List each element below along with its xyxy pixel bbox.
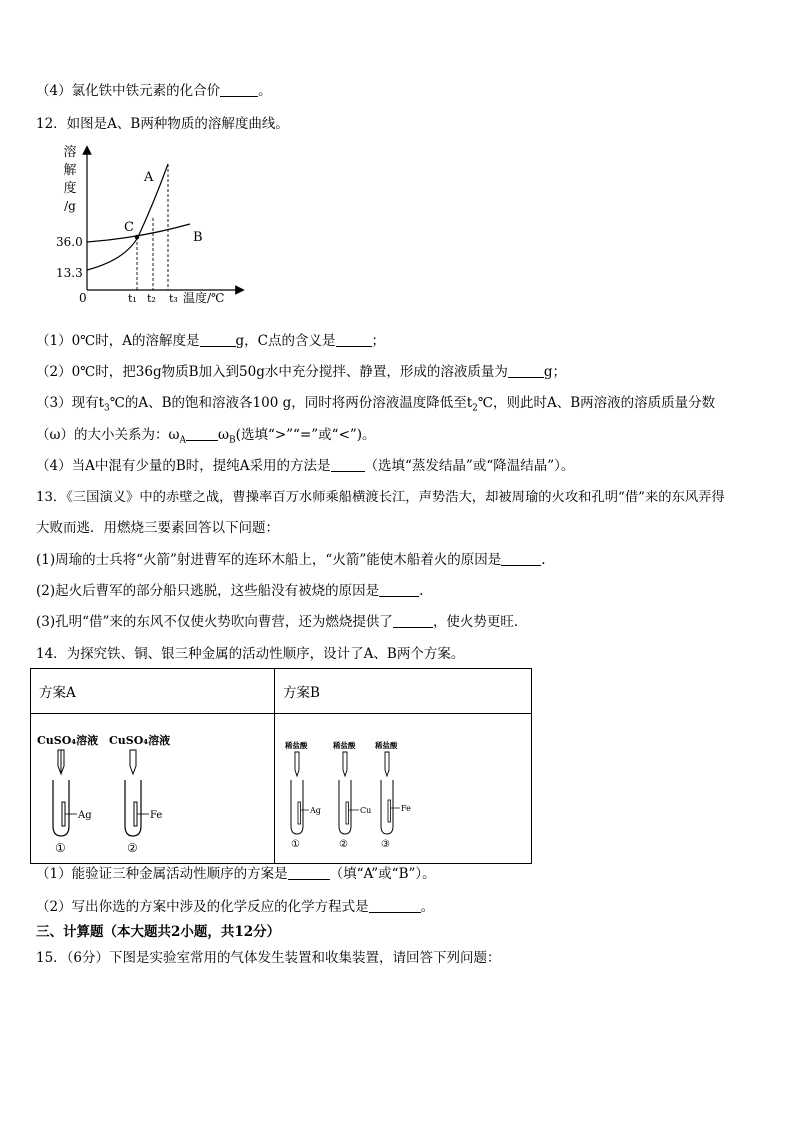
- y-label-1: 溶: [63, 145, 77, 160]
- plan-b-figure-cell: [275, 714, 532, 864]
- metal-b2-label: Cu: [360, 806, 372, 815]
- text: （填“A”或“B”）。: [329, 866, 436, 882]
- x-tick-t1: t₁: [128, 292, 137, 305]
- q11-sub4-suffix: 。: [258, 83, 272, 99]
- text: g，C点的含义是: [235, 333, 336, 349]
- q13-stem-2: 大败而逃．用燃烧三要素回答以下问题：: [36, 520, 279, 536]
- subscript: 3: [104, 403, 110, 414]
- y-label-4: /g: [64, 199, 76, 213]
- curve-b-label: B: [193, 230, 203, 245]
- answer-blank[interactable]: [501, 551, 541, 566]
- x-tick-t2: t₂: [147, 292, 156, 305]
- tube-b2-number: ②: [339, 839, 348, 850]
- curve-b: [87, 224, 190, 242]
- tube-2-number: ②: [127, 841, 138, 855]
- text: (选填“>”“=”或“<”)。: [235, 427, 376, 443]
- dropper-2-body: [130, 750, 136, 774]
- text: （1）0℃时，A的溶解度是: [36, 333, 200, 349]
- y-tick-13: 13.3: [56, 266, 83, 280]
- plan-a-figure-cell: [31, 714, 275, 864]
- y-label-3: 度: [63, 181, 77, 196]
- plan-a-header-cell: [31, 669, 275, 714]
- acid-label-3: 稀盐酸: [375, 741, 398, 750]
- acid-label-2: 稀盐酸: [333, 741, 356, 750]
- acid-label-1: 稀盐酸: [285, 741, 308, 750]
- text: ℃，则此时A、B两溶液的溶质质量分数: [477, 395, 716, 411]
- text: (3)孔明“借”来的东风不仅使火势吹向曹营，还为燃烧提供了: [36, 614, 393, 630]
- q14-sub1: [36, 864, 436, 884]
- subscript: 2: [472, 403, 478, 414]
- q11-sub4: [36, 81, 272, 101]
- text: （1）能验证三种金属活动性顺序的方案是: [36, 866, 288, 882]
- plan-a-header: 方案A: [39, 685, 76, 701]
- q13-stem-1: 13．《三国演义》中的赤壁之战，曹操率百万水师乘船横渡长江，声势浩大，却被周瑜的火攻和孔明“借”来的东风弄得: [36, 490, 725, 505]
- plan-b-header: 方案B: [283, 685, 320, 701]
- text: （选填“蒸发结晶”或“降温结晶”）。: [364, 458, 575, 474]
- fe-strip: [134, 802, 137, 826]
- answer-blank[interactable]: [200, 332, 236, 347]
- tube-1-number: ①: [55, 841, 66, 855]
- q12-sub3-line2: [36, 425, 376, 451]
- plan-b-header-cell: [275, 669, 532, 714]
- x-tick-t3: t₃: [169, 292, 178, 305]
- text: （3）现有t: [36, 395, 105, 411]
- plan-b-figure: [275, 714, 531, 859]
- text: .: [419, 583, 424, 599]
- metal-2-label: Fe: [150, 810, 163, 821]
- q14-sub2: [36, 897, 434, 917]
- reagent-1-label: CuSO₄溶液: [37, 734, 99, 747]
- text: （2）0℃时，把36g物质B加入到50g水中充分搅拌、静置，形成的溶液质量为: [36, 364, 508, 380]
- test-tube-1: [53, 780, 69, 836]
- point-c: [135, 235, 140, 240]
- text: ，使火势更旺．: [432, 614, 528, 630]
- q12-sub3-line1: [36, 393, 715, 419]
- curve-a-label: A: [144, 170, 154, 185]
- q14-stem: 14．为探究铁、铜、银三种金属的活动性顺序，设计了A、B两个方案。: [36, 646, 465, 662]
- metal-b1-label: Ag: [310, 806, 321, 815]
- curve-a: [87, 164, 168, 270]
- text: 。: [420, 899, 435, 915]
- q13-p3: [36, 612, 527, 632]
- text: （ω）的大小关系为：ω: [36, 427, 180, 443]
- q11-sub4-text: （4）氯化铁中铁元素的化合价: [36, 83, 221, 99]
- subscript: A: [179, 435, 187, 446]
- text: ℃的A、B的饱和溶液各100 g，同时将两份溶液温度降低至t: [109, 395, 473, 411]
- q13-p1: [36, 550, 546, 570]
- q12-sub2: [36, 362, 566, 382]
- test-tube-2: [125, 780, 141, 836]
- answer-blank[interactable]: [331, 457, 365, 472]
- subscript: B: [229, 435, 236, 446]
- tube-b3-number: ③: [381, 839, 390, 850]
- answer-blank[interactable]: [393, 613, 433, 628]
- x-label: 温度/℃: [183, 291, 225, 305]
- text: .: [541, 552, 546, 568]
- q15-stem: 15．（6分）下图是实验室常用的气体发生装置和收集装置，请回答下列问题：: [36, 950, 501, 966]
- answer-blank[interactable]: [369, 898, 421, 913]
- text: (2)起火后曹军的部分船只逃脱，这些船没有被烧的原因是: [36, 583, 380, 599]
- q12-sub4: [36, 456, 574, 476]
- answer-blank[interactable]: [220, 82, 258, 97]
- answer-blank[interactable]: [186, 426, 218, 441]
- text: （2）写出你选的方案中涉及的化学反应的化学方程式是: [36, 899, 369, 915]
- plan-table: [30, 668, 532, 864]
- q13-p2: [36, 581, 423, 601]
- q12-stem: 12．如图是A、B两种物质的溶解度曲线。: [36, 116, 289, 132]
- answer-blank[interactable]: [508, 363, 544, 378]
- text: (1)周瑜的士兵将“火箭”射进曹军的连环木船上，“火箭”能使木船着火的原因是: [36, 552, 502, 568]
- reagent-2-label: CuSO₄溶液: [109, 734, 171, 747]
- point-c-label: C: [124, 220, 134, 235]
- solubility-graph: [40, 140, 260, 312]
- answer-blank[interactable]: [379, 582, 419, 597]
- plan-a-figure: [31, 714, 274, 859]
- metal-b3-label: Fe: [401, 804, 411, 813]
- text: （4）当A中混有少量的B时，提纯A采用的方法是: [36, 458, 331, 474]
- y-tick-36: 36.0: [56, 235, 83, 249]
- answer-blank[interactable]: [288, 865, 330, 880]
- section-3-heading: 三、计算题（本大题共2小题，共12分）: [36, 924, 281, 940]
- y-label-2: 解: [63, 163, 77, 178]
- text: ；: [371, 333, 386, 349]
- answer-blank[interactable]: [336, 332, 372, 347]
- origin-label: 0: [79, 291, 87, 305]
- metal-1-label: Ag: [78, 810, 92, 821]
- q12-sub1: [36, 331, 385, 351]
- tube-b1-number: ①: [291, 839, 300, 850]
- ag-strip: [62, 802, 65, 826]
- text: g；: [543, 364, 566, 380]
- text: ω: [218, 427, 230, 443]
